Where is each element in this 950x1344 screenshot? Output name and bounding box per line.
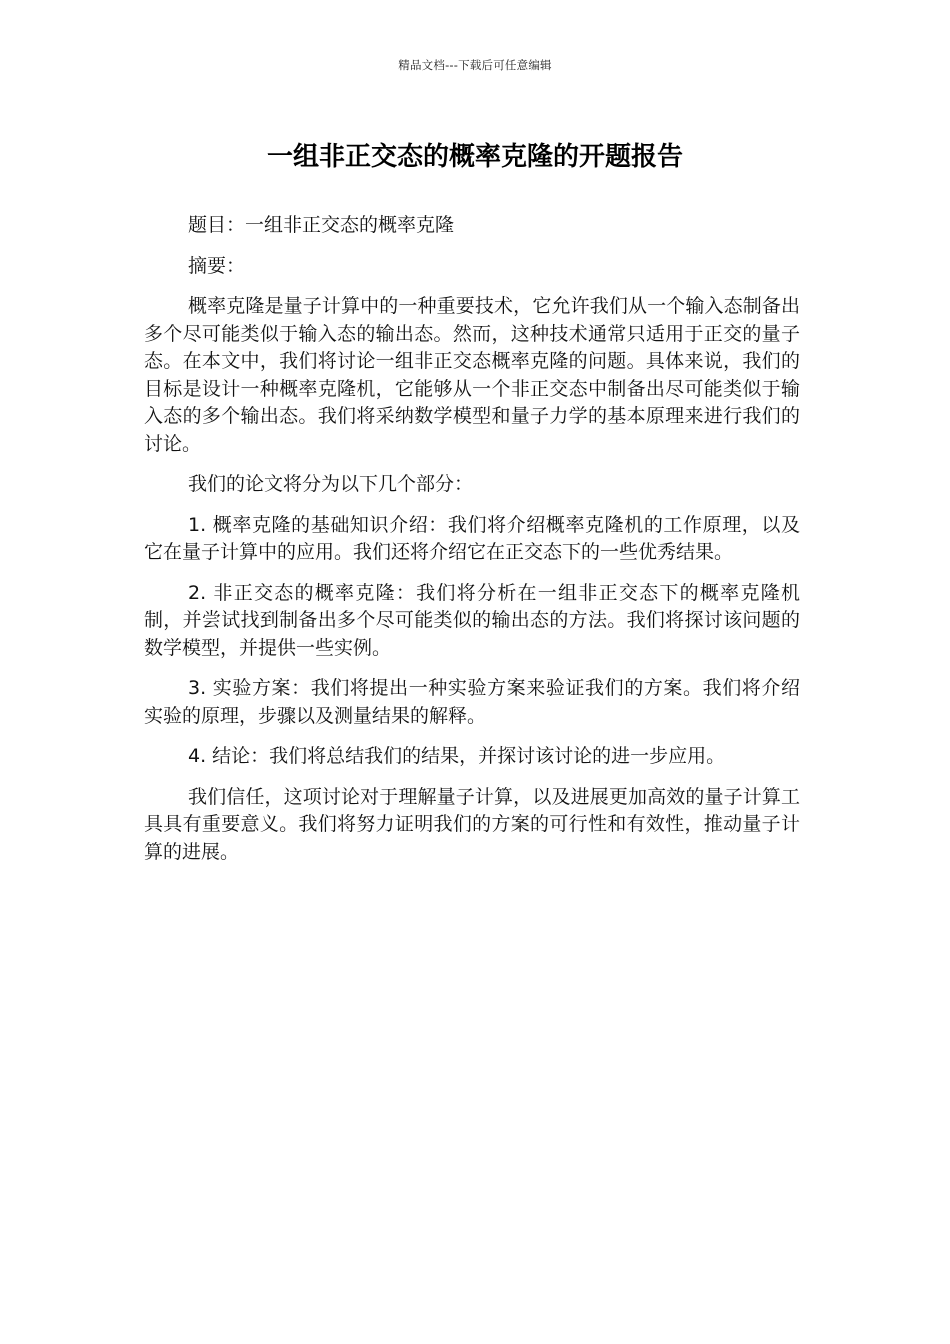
document-title: 一组非正交态的概率克隆的开题报告 <box>266 142 683 172</box>
document-body <box>144 212 800 879</box>
outline-item-4: 4. 结论：我们将总结我们的结果，并探讨该讨论的进一步应用。 <box>188 745 726 767</box>
outline-intro: 我们的论文将分为以下几个部分： <box>188 473 474 495</box>
closing-paragraph: 我们信任，这项讨论对于理解量子计算，以及进展更加高效的量子计算工具具有重要意义。我们将努力证明我们的方案的可行性和有效性，推动量子计算的进展。 <box>144 785 800 863</box>
header-note: 精品文档---下载后可任意编辑 <box>398 58 552 72</box>
outline-item-2: 2. 非正交态的概率克隆：我们将分析在一组非正交态下的概率克隆机制，并尝试找到制备出多个尽可能类似的输出态的方法。我们将探讨该问题的数学模型，并提供一些实例。 <box>144 581 800 659</box>
subject-line: 题目：一组非正交态的概率克隆 <box>188 214 455 236</box>
outline-item-1: 1. 概率克隆的基础知识介绍：我们将介绍概率克隆机的工作原理，以及它在量子计算中的应用。我们还将介绍它在正交态下的一些优秀结果。 <box>144 513 800 563</box>
abstract-paragraph: 概率克隆是量子计算中的一种重要技术，它允许我们从一个输入态制备出多个尽可能类似于输入态的输出态。然而，这种技术通常只适用于正交的量子态。在本文中，我们将讨论一组非正交态概率克隆的问题。具体来说，我们的目标是设计一种概率克隆机，它能够从一个非正交态中制备出尽可能类似于输入态的多个输出态。我们将采纳数学模型和量子力学的基本原理来进行我们的讨论。 <box>144 295 800 455</box>
outline-item-3: 3. 实验方案：我们将提出一种实验方案来验证我们的方案。我们将介绍实验的原理，步骤以及测量结果的解释。 <box>144 677 800 727</box>
abstract-heading: 摘要： <box>188 254 246 277</box>
